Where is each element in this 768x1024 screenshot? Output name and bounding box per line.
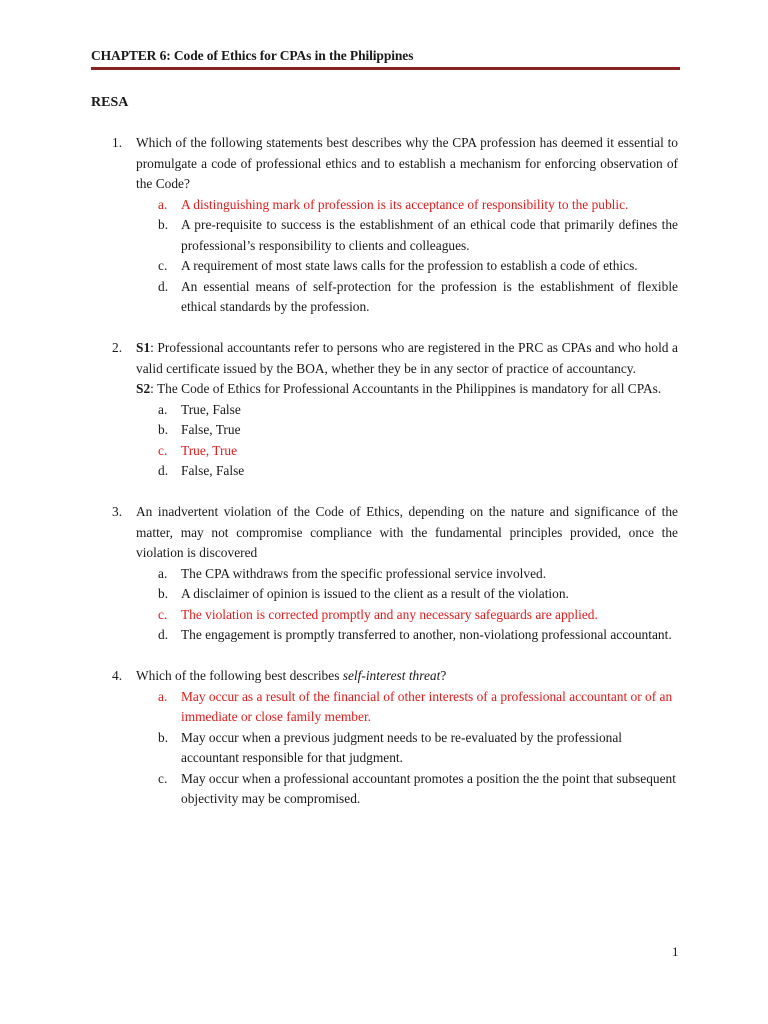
option-text: A pre-requisite to success is the establishment of an ethical code that primarily defines the professional’s responsibility to clients and colleagues. xyxy=(181,217,678,253)
option-text: A distinguishing mark of profession is its acceptance of responsibility to the public. xyxy=(181,196,629,212)
question-3 xyxy=(91,502,678,646)
question-2 xyxy=(91,338,678,482)
option-list xyxy=(136,400,678,482)
option-letter: a. xyxy=(158,401,168,417)
option-text: May occur when a professional accountant promotes a position the the point that subsequent objectivity may be compromised. xyxy=(181,770,676,806)
statement-1 xyxy=(136,338,678,379)
statement-key: S2 xyxy=(136,381,151,396)
option-letter: d. xyxy=(158,278,169,294)
option-correct xyxy=(136,195,678,216)
option-text: An essential means of self-protection for the profession is the establishment of flexible ethical standards by the profession. xyxy=(181,278,678,314)
option-letter: c. xyxy=(158,606,168,622)
option xyxy=(136,277,678,318)
question-list xyxy=(91,133,678,830)
option-correct xyxy=(136,441,678,462)
option-letter: b. xyxy=(158,729,169,745)
option xyxy=(136,728,678,769)
option-text: The engagement is promptly transferred to another, non-violationg professional accountant. xyxy=(181,627,672,642)
option-list xyxy=(136,564,678,646)
statement-key: S1 xyxy=(136,340,151,355)
question-number: 1. xyxy=(112,135,123,150)
option-letter: a. xyxy=(158,565,168,581)
option xyxy=(136,564,678,585)
option xyxy=(136,584,678,605)
option xyxy=(136,420,678,441)
option-letter: a. xyxy=(158,688,168,704)
option-letter: d. xyxy=(158,463,169,478)
option-letter: b. xyxy=(158,217,169,232)
question-stem: An inadvertent violation of the Code of Ethics, depending on the nature and significance of the matter, may not compromise compliance with the fundamental principles provided, once the violation is discovered xyxy=(136,504,678,560)
statement-text: : Professional accountants refer to persons who are registered in the PRC as CPAs and who hold a valid certificate issued by the BOA, whether they be in any sector of practice of accountancy. xyxy=(136,340,678,376)
option-letter: c. xyxy=(158,258,168,273)
header-rule xyxy=(91,67,680,70)
option-letter: a. xyxy=(158,196,168,212)
option-letter: c. xyxy=(158,442,168,458)
option-text: True, True xyxy=(181,442,238,458)
option-text: The violation is corrected promptly and any necessary safeguards are applied. xyxy=(181,606,598,622)
option-list xyxy=(136,687,678,810)
option-correct xyxy=(136,605,678,626)
option-letter: b. xyxy=(158,586,169,601)
option-letter: b. xyxy=(158,422,169,437)
stem-text-end: ? xyxy=(440,668,447,683)
option-text: A requirement of most state laws calls for the profession to establish a code of ethics. xyxy=(181,258,638,273)
option xyxy=(136,461,678,482)
statement-2 xyxy=(136,379,678,400)
option xyxy=(136,215,678,256)
statement-text: : The Code of Ethics for Professional Accountants in the Philippines is mandatory for all CPAs. xyxy=(150,381,662,396)
question-4 xyxy=(91,666,678,810)
option-text: May occur when a previous judgment needs to be re-evaluated by the professional accountant responsible for that judgment. xyxy=(181,729,623,765)
option xyxy=(136,400,678,421)
option-text: A disclaimer of opinion is issued to the client as a result of the violation. xyxy=(181,586,569,601)
option xyxy=(136,256,678,277)
option xyxy=(136,769,678,810)
option-text: May occur as a result of the financial of other interests of a professional accountant or of an immediate or close family member. xyxy=(181,688,673,724)
question-number: 4. xyxy=(112,668,123,683)
section-title: RESA xyxy=(91,95,129,110)
option-correct xyxy=(136,687,678,728)
question-stem xyxy=(136,666,678,687)
question-number: 2. xyxy=(112,340,123,355)
option xyxy=(136,625,678,646)
option-text: False, False xyxy=(181,463,245,478)
option-text: True, False xyxy=(181,401,241,417)
option-text: The CPA withdraws from the specific professional service involved. xyxy=(181,565,547,581)
chapter-title: CHAPTER 6: Code of Ethics for CPAs in the Philippines xyxy=(91,48,414,63)
question-stem: Which of the following statements best describes why the CPA profession has deemed it essential to promulgate a code of professional ethics and to establish a mechanism for enforcing observation of the Code? xyxy=(136,135,678,191)
option-letter: d. xyxy=(158,627,169,642)
option-letter: c. xyxy=(158,770,168,786)
option-text: False, True xyxy=(181,422,241,437)
stem-emphasis: self-interest threat xyxy=(342,668,441,683)
option-list xyxy=(136,195,678,318)
stem-text: Which of the following best describes xyxy=(136,668,343,683)
question-number: 3. xyxy=(112,504,123,519)
question-1 xyxy=(91,133,678,318)
page-number: 1 xyxy=(672,944,679,959)
